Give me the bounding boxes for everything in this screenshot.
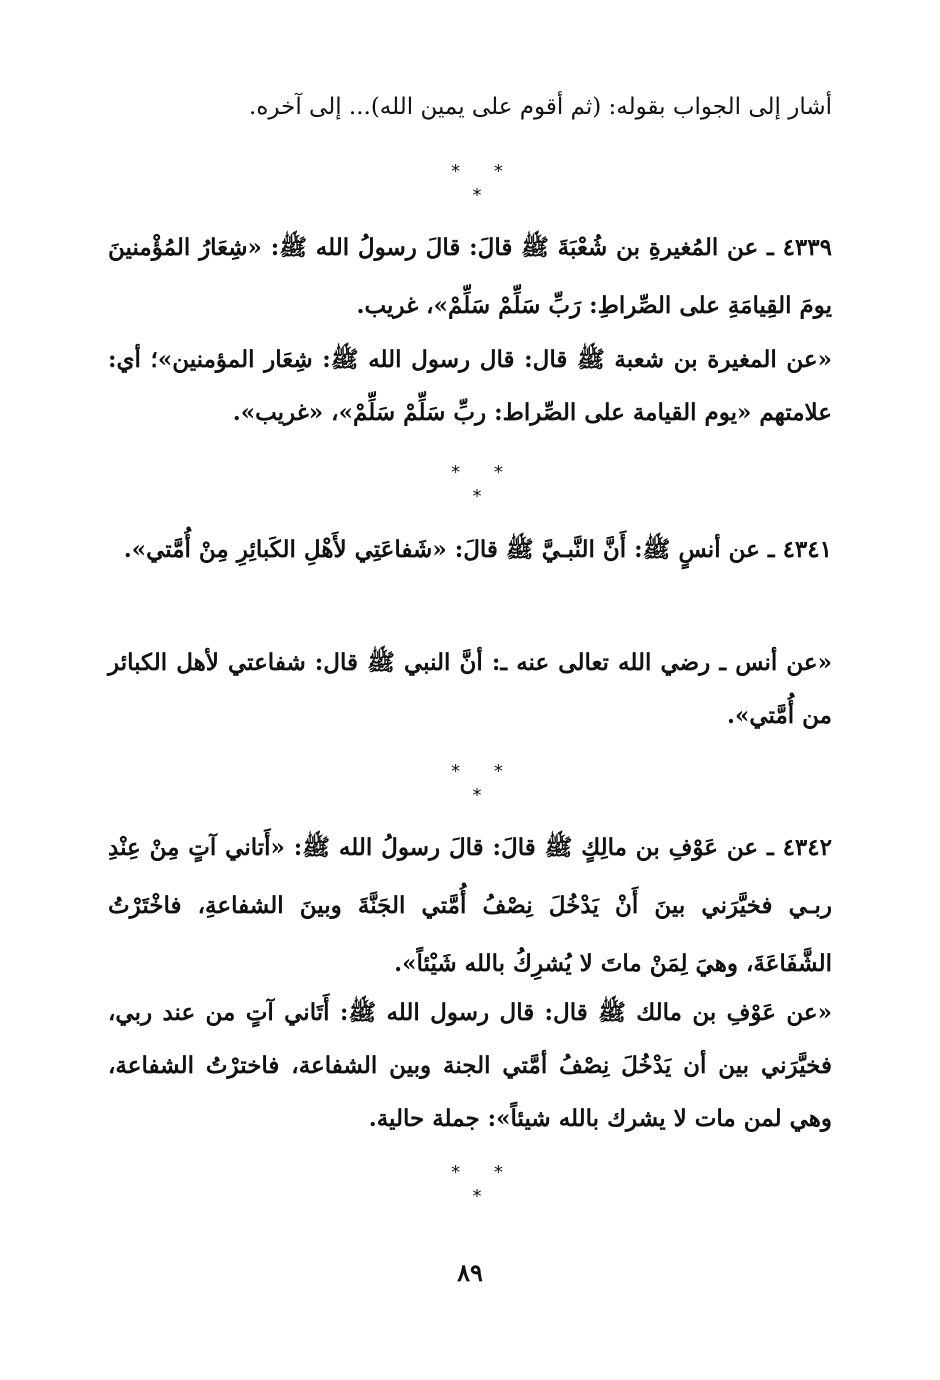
hadith-text: ٤٣٣٩ ـ عن المُغيرةِ بن شُعْبَةَ ﷺ قالَ: قالَ رسولُ الله ﷺ: «شِعَارُ المُؤْمنينَ يومَ القِيامَةِ على الصِّراطِ: رَبِّ سَلِّمْ سَلِّمْ»، غريب. <box>108 234 832 319</box>
hadith-commentary: «عن المغيرة بن شعبة ﷺ قال: قال رسول الله ﷺ: شِعَار المؤمنين»؛ أي: علامتهم «يوم القيامة على الصِّراط: ربِّ سَلِّمْ سَلِّمْ»، «غريب». <box>108 346 832 426</box>
section-divider: * * * <box>451 1162 517 1207</box>
hadith-text: ٤٣٤١ ـ عن أنسٍ ﷺ: أَنَّ النَّبـيَّ ﷺ قالَ: «شَفاعَتِي لأَهْلِ الكَبائِرِ مِنْ أُمَّتي». <box>123 536 832 563</box>
section-divider: * * * <box>451 161 517 206</box>
section-divider: * * * <box>451 761 517 806</box>
section-divider: * * * <box>451 462 517 507</box>
page-number: ٨٩ <box>457 1258 483 1287</box>
hadith-text: ٤٣٤٢ ـ عن عَوْفِ بن مالِكٍ ﷺ قالَ: قالَ رسولُ الله ﷺ: «أَتاني آتٍ مِنْ عِنْدِ ربـي فخيَّرَني بينَ أَنْ يَدْخُلَ نِصْفُ أُمَّتي الجَنَّةَ وبينَ الشفاعةِ، فاخْتَرْتُ الشَّفَاعَةَ، وهيَ لِمَنْ ماتَ لا يُشرِكُ بالله شَيْئاً». <box>108 834 832 977</box>
hadith-commentary: «عن عَوْفِ بن مالك ﷺ قال: قال رسول الله ﷺ: أَتَاني آتٍ من عند ربي، فخيَّرَني بين أن يَدْخُلَ نِصْفُ أمَّتي الجنة وبين الشفاعة، فاخترْتُ الشفاعة، وهي لمن مات لا يشرك بالله شيئاً»: جملة حالية. <box>108 999 832 1132</box>
hadith-commentary: «عن أنس ـ رضي الله تعالى عنه ـ: أنَّ النبي ﷺ قال: شفاعتي لأهل الكبائر من أُمَّتي». <box>108 649 832 729</box>
intro-paragraph: أشار إلى الجواب بقوله: (ثم أقوم على يمين الله)... إلى آخره. <box>249 94 832 120</box>
